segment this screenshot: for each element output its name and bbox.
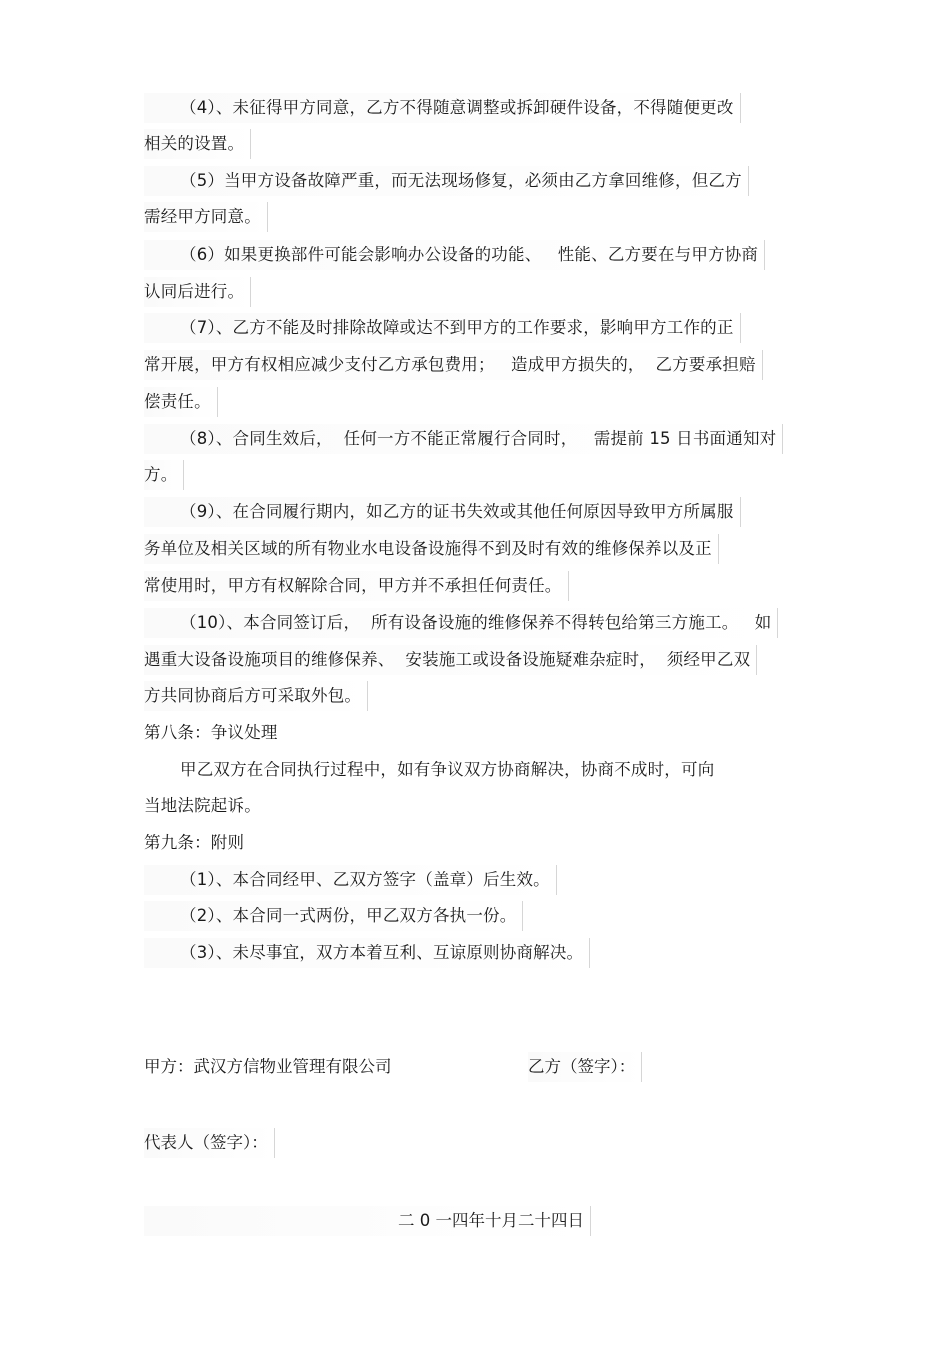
clause-10-line-2: 遇重大设备设施项目的维修保养、 安装施工或设备设施疑难杂症时， 须经甲乙双 <box>144 645 757 675</box>
party-a-signature: 甲方：武汉方信物业管理有限公司 <box>144 1057 392 1076</box>
clause-4-line-2: 相关的设置。 <box>144 129 251 159</box>
clause-9-line-3: 常使用时，甲方有权解除合同，甲方并不承担任何责任。 <box>144 571 569 601</box>
clause-7-line-1: （7）、乙方不能及时排除故障或达不到甲方的工作要求，影响甲方工作的正 <box>144 313 741 343</box>
clause-7-line-2: 常开展，甲方有权相应减少支付乙方承包费用； 造成甲方损失的， 乙方要承担赔 <box>144 350 763 380</box>
clause-10-line-1: （10）、本合同签订后， 所有设备设施的维修保养不得转包给第三方施工。 如 <box>144 608 778 638</box>
clause-6-line-1: （6）如果更换部件可能会影响办公设备的功能、 性能、乙方要在与甲方协商 <box>144 240 765 270</box>
clause-8-line-2: 方。 <box>144 460 184 490</box>
clause-8-line-1: （8）、合同生效后， 任何一方不能正常履行合同时， 需提前 15 日书面通知对 <box>144 424 783 454</box>
article-8-text-1: 甲乙双方在合同执行过程中，如有争议双方协商解决，协商不成时，可向 <box>180 760 715 779</box>
clause-6-line-2: 认同后进行。 <box>144 277 251 307</box>
article-9-item-1: （1）、本合同经甲、乙双方签字（盖章）后生效。 <box>144 865 557 895</box>
clause-9-line-2: 务单位及相关区域的所有物业水电设备设施得不到及时有效的维修保养以及正 <box>144 534 719 564</box>
representative-signature: 代表人（签字）： <box>144 1128 275 1158</box>
clause-7-line-3: 偿责任。 <box>144 387 218 417</box>
signing-date: 二 0 一四年十月二十四日 <box>144 1206 591 1236</box>
article-9-heading: 第九条：附则 <box>144 833 245 852</box>
article-9-item-3: （3）、未尽事宜，双方本着互利、互谅原则协商解决。 <box>144 938 590 968</box>
clause-4-line-1: （4）、未征得甲方同意，乙方不得随意调整或拆卸硬件设备，不得随便更改 <box>144 93 741 123</box>
clause-10-line-3: 方共同协商后方可采取外包。 <box>144 681 368 711</box>
clause-5-line-2: 需经甲方同意。 <box>144 202 268 232</box>
party-b-signature: 乙方（签字）： <box>528 1052 642 1082</box>
article-8-heading: 第八条：争议处理 <box>144 723 278 742</box>
clause-9-line-1: （9）、在合同履行期内，如乙方的证书失效或其他任何原因导致甲方所属服 <box>144 497 741 527</box>
clause-5-line-1: （5）当甲方设备故障严重，而无法现场修复，必须由乙方拿回维修，但乙方 <box>144 166 749 196</box>
article-9-item-2: （2）、本合同一式两份，甲乙双方各执一份。 <box>144 901 523 931</box>
article-8-text-2: 当地法院起诉。 <box>144 796 261 815</box>
